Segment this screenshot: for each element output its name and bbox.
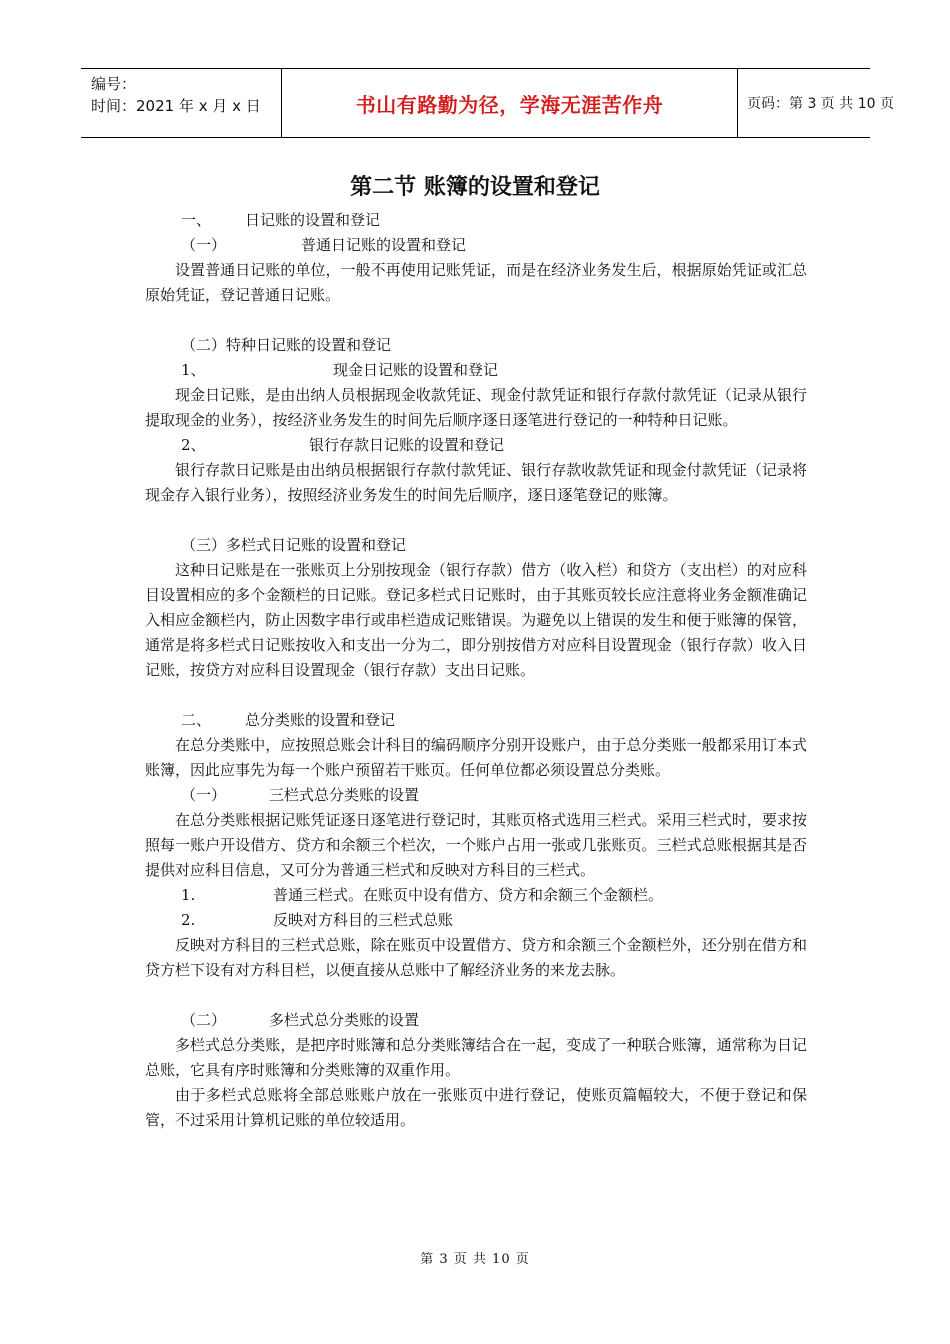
paragraph: 反映对方科目的三栏式总账，除在账页中设置借方、贷方和余额三个金额栏外，还分别在借方和贷方栏下设有对方科目栏，以便直接从总账中了解经济业务的来龙去脉。: [145, 936, 807, 979]
heading-1-3: [145, 533, 807, 558]
document-body: [145, 208, 807, 1133]
heading-1-2-1: [145, 358, 807, 383]
heading-1-2: [145, 333, 807, 358]
heading-label: 多栏式总分类账的设置: [269, 1011, 420, 1029]
heading-number: （二）: [181, 1011, 227, 1029]
heading-2: [145, 708, 807, 733]
list-number: 2.: [181, 911, 196, 929]
page-header: [81, 68, 894, 138]
heading-label: 普通日记账的设置和登记: [301, 236, 467, 254]
heading-label: （二）特种日记账的设置和登记: [181, 336, 392, 354]
heading-number: 一、: [181, 211, 212, 229]
heading-number: （一）: [181, 236, 227, 254]
heading-1-1: [145, 233, 807, 258]
list-label: 反映对方科目的三栏式总账: [273, 911, 454, 929]
heading-1: [145, 208, 807, 233]
paragraph: 银行存款日记账是由出纳员根据银行存款付款凭证、银行存款收款凭证和现金付款凭证（记录将现金存入银行业务），按照经济业务发生的时间先后顺序，逐日逐笔登记的账簿。: [145, 461, 807, 504]
heading-2-2: [145, 1008, 807, 1033]
list-item-1: [145, 883, 807, 908]
list-number: 1.: [181, 886, 196, 904]
paragraph: 设置普通日记账的单位，一般不再使用记账凭证，而是在经济业务发生后，根据原始凭证或汇总原始凭证，登记普通日记账。: [145, 261, 807, 304]
header-page-info: 页码：第 3 页 共 10 页: [747, 96, 894, 112]
header-meta: [81, 69, 281, 137]
list-label: 普通三栏式。在账页中设有借方、贷方和余额三个金额栏。: [273, 886, 664, 904]
heading-number: （一）: [181, 786, 227, 804]
heading-label: 现金日记账的设置和登记: [333, 361, 499, 379]
time-label: 时间：2021 年 x 月 x 日: [91, 97, 261, 115]
page-footer: 第 3 页 共 10 页: [420, 1252, 530, 1267]
paragraph: 这种日记账是在一张账页上分别按现金（银行存款）借方（收入栏）和贷方（支出栏）的对应科目设置相应的多个金额栏的日记账。登记多栏式日记账时，由于其账页较长应注意将业务金额准确记入相应金额栏内，防止因数字串行或串栏造成记账错误。为避免以上错误的发生和便于账簿的保管，通常是将多栏式日记账按收入和支出一分为二，即分别按借方对应科目设置现金（银行存款）收入日记账，按贷方对应科目设置现金（银行存款）支出日记账。: [145, 561, 807, 679]
paragraph: 多栏式总分类账，是把序时账簿和总分类账簿结合在一起，变成了一种联合账簿，通常称为日记总账，它具有序时账簿和分类账簿的双重作用。: [145, 1036, 807, 1079]
heading-label: 三栏式总分类账的设置: [269, 786, 420, 804]
list-item-2: [145, 908, 807, 933]
number-label: 编号：: [91, 75, 137, 93]
paragraph: 在总分类账根据记账凭证逐日逐笔进行登记时，其账页格式选用三栏式。采用三栏式时，要求按照每一账户开设借方、贷方和余额三个栏次，一个账户占用一张或几张账页。三栏式总账根据其是否提供对应科目信息，又可分为普通三栏式和反映对方科目的三栏式。: [145, 811, 807, 879]
heading-number: 1、: [181, 361, 206, 379]
paragraph: 在总分类账中，应按照总账会计科目的编码顺序分别开设账户，由于总分类账一般都采用订本式账簿，因此应事先为每一个账户预留若干账页。任何单位都必须设置总分类账。: [145, 736, 807, 779]
heading-label: 银行存款日记账的设置和登记: [309, 436, 505, 454]
heading-number: 2、: [181, 436, 206, 454]
paragraph: 现金日记账，是由出纳人员根据现金收款凭证、现金付款凭证和银行存款付款凭证（记录从银行提取现金的业务），按经济业务发生的时间先后顺序逐日逐笔进行登记的一种特种日记账。: [145, 386, 807, 429]
heading-number: 二、: [181, 711, 212, 729]
heading-label: 日记账的设置和登记: [245, 211, 381, 229]
header-motto: 书山有路勤为径，学海无涯苦作舟: [281, 69, 738, 137]
page-title: 第二节 账簿的设置和登记: [350, 175, 600, 200]
heading-label: （三）多栏式日记账的设置和登记: [181, 536, 407, 554]
paragraph: 由于多栏式总账将全部总账账户放在一张账页中进行登记，使账页篇幅较大，不便于登记和保管，不过采用计算机记账的单位较适用。: [145, 1086, 807, 1129]
heading-label: 总分类账的设置和登记: [245, 711, 396, 729]
heading-1-2-2: [145, 433, 807, 458]
heading-2-1: [145, 783, 807, 808]
